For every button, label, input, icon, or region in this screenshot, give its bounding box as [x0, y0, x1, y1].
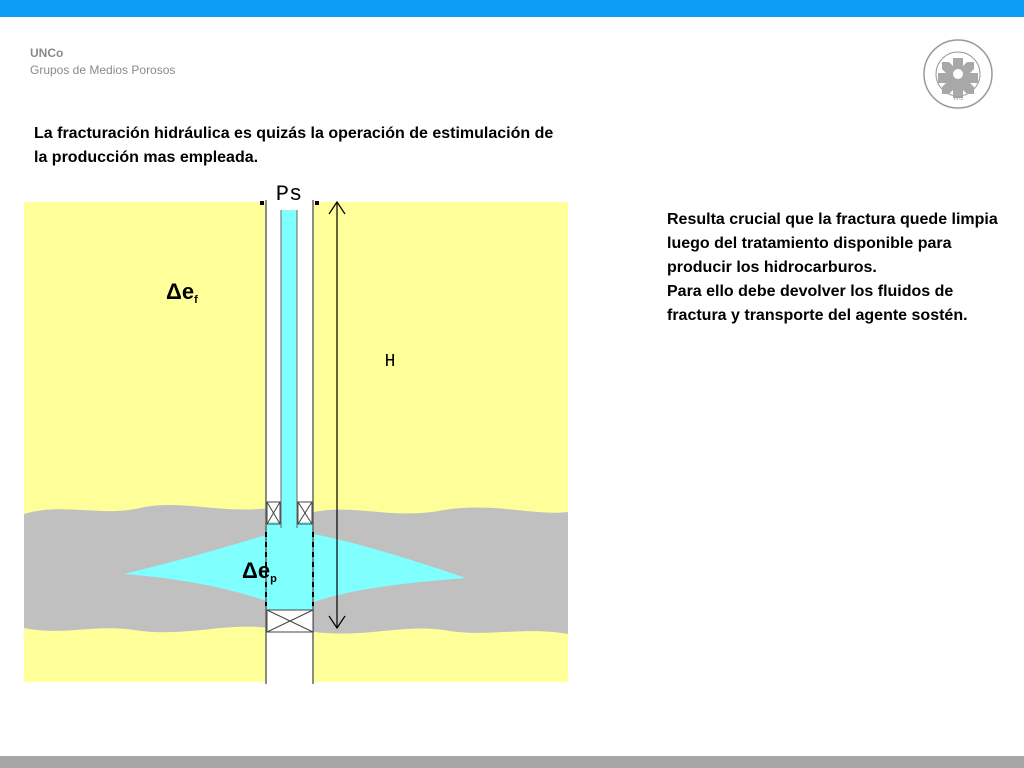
bottom-accent-bar: [0, 756, 1024, 768]
lower-packer: [267, 610, 313, 632]
org-subtitle: Grupos de Medios Porosos: [30, 63, 176, 77]
perforation-zone: [266, 522, 313, 610]
university-seal-logo: [922, 38, 994, 110]
tubing-fluid: [281, 210, 297, 528]
delta-ef-subscript: f: [194, 294, 198, 306]
delta-ep-subscript: p: [270, 573, 277, 585]
side-paragraph-1: Resulta crucial que la fractura quede limpia luego del tratamiento disponible para producir los hidrocarburos.: [667, 211, 998, 276]
top-accent-bar: [0, 0, 1024, 17]
svg-text:Δef: [166, 279, 198, 306]
side-paragraph-2: Para ello debe devolver los fluidos de fractura y transporte del agente sostén.: [667, 283, 968, 324]
svg-text:1972: 1972: [953, 97, 963, 102]
intro-paragraph: La fracturación hidráulica es quizás la operación de estimulación de la producción mas empleada.: [34, 125, 554, 166]
height-label: H: [384, 352, 396, 372]
side-explanation: [667, 208, 1007, 328]
delta-ep-label: Δe: [242, 558, 271, 583]
header-org: [30, 45, 175, 79]
delta-ef-label: Δe: [166, 279, 195, 304]
pressure-surface-label: Ps: [275, 182, 303, 207]
hydraulic-fracture-diagram: [24, 182, 570, 684]
org-name: UNCo: [30, 46, 64, 60]
